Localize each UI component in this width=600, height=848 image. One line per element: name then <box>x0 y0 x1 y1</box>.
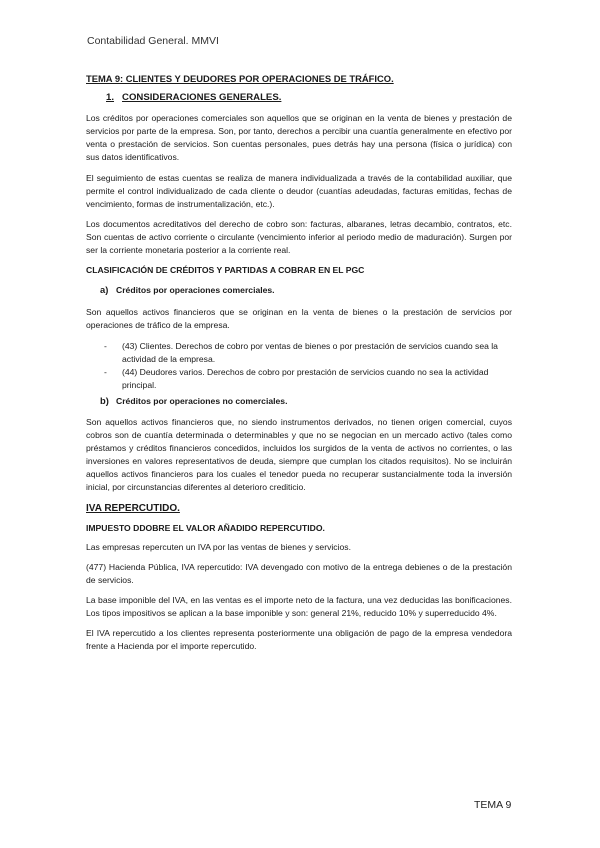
dash-marker: - <box>104 340 107 351</box>
dash-list <box>86 340 512 392</box>
list-item-text: (43) Clientes. Derechos de cobro por ventas de bienes o por prestación de servicios cuando sea la actividad de la empresa. <box>122 340 498 364</box>
page-header: Contabilidad General. MMVI <box>87 35 219 47</box>
item-heading-b <box>100 394 512 408</box>
page-footer: TEMA 9 <box>474 799 512 811</box>
dash-marker: - <box>104 366 107 377</box>
item-letter: a) <box>100 284 109 296</box>
paragraph: Los documentos acreditativos del derecho de cobro son: facturas, albaranes, letras decambio, contratos, etc. Son cuentas de activo corriente o circulante (vencimiento inferior al periodo medio de maduración). Surgen por ser la corriente monetaria posterior a la corriente real. <box>86 218 512 256</box>
paragraph: La base imponible del IVA, en las ventas es el importe neto de la factura, una vez deducidas las bonificaciones. Los tipos impositivos se aplican a la base imponible y son: general 21%, reducido 10% y superreducido 4%. <box>86 595 512 619</box>
paragraph: Los créditos por operaciones comerciales son aquellos que se originan en la venta de bienes y prestación de servicios por parte de la empresa. Son, por tanto, derechos a percibir una cuantía generalmente en efectivo por venta o prestación de servicios. Son cuentas personales, pues detrás hay una persona (física o jurídica) con sus datos identificativos. <box>86 113 512 163</box>
iva-title: IVA REPERCUTIDO. <box>86 502 180 514</box>
item-letter: b) <box>100 394 109 406</box>
section-number: 1. <box>106 92 115 104</box>
classification-heading: CLASIFICACIÓN DE CRÉDITOS Y PARTIDAS A COBRAR EN EL PGC <box>86 265 365 276</box>
paragraph: El IVA repercutido a los clientes representa posteriormente una obligación de pago de la empresa vendedora frente a Hacienda por el importe repercutido. <box>86 628 512 652</box>
list-item <box>86 340 512 366</box>
section-heading <box>106 91 512 104</box>
iva-subheading: IMPUESTO DDOBRE EL VALOR AÑADIDO REPERCUTIDO. <box>86 522 325 533</box>
paragraph: Las empresas repercuten un IVA por las ventas de bienes y servicios. <box>86 541 351 552</box>
list-item-text: (44) Deudores varios. Derechos de cobro por prestación de servicios cuando no sea la actividad principal. <box>122 366 489 390</box>
list-item <box>86 366 512 392</box>
paragraph: El seguimiento de estas cuentas se realiza de manera individualizada a través de la contabilidad auxiliar, que permite el control individualizado de cada cliente o deudor (cuantías adeudadas, facturas emitidas, fechas de vencimiento, formas de instrumentalización, etc.). <box>86 172 512 209</box>
section-label: CONSIDERACIONES GENERALES. <box>122 92 282 104</box>
document-title: TEMA 9: CLIENTES Y DEUDORES POR OPERACIONES DE TRÁFICO. <box>86 73 394 84</box>
item-label: Créditos por operaciones comerciales. <box>116 285 275 296</box>
paragraph: (477) Hacienda Pública, IVA repercutido: IVA devengado con motivo de la entrega debienes o de la prestación de servicios. <box>86 561 512 585</box>
paragraph: Son aquellos activos financieros que se originan en la venta de bienes o la prestación de servicios por operaciones de tráfico de la empresa. <box>86 307 512 331</box>
page-content <box>86 72 512 660</box>
item-heading-a <box>100 283 512 297</box>
paragraph: Son aquellos activos financieros que, no siendo instrumentos derivados, no tienen origen comercial, cuyos cobros son de cuantía determinada o determinables y que no se negocian en un mercado activo (tales como préstamos y créditos financieros concedidos, incluidos los surgidos de la venta de activos no corrientes, o las inversiones en valores representativos de deuda, siempre que cumplan los citados requisitos). No se incluirán aquellos activos financieros para los cuales el tenedor pueda no recuperar sustancialmente toda la inversión inicial, por circunstancias diferentes al deterioro crediticio. <box>86 416 512 493</box>
item-label: Créditos por operaciones no comerciales. <box>116 395 288 406</box>
